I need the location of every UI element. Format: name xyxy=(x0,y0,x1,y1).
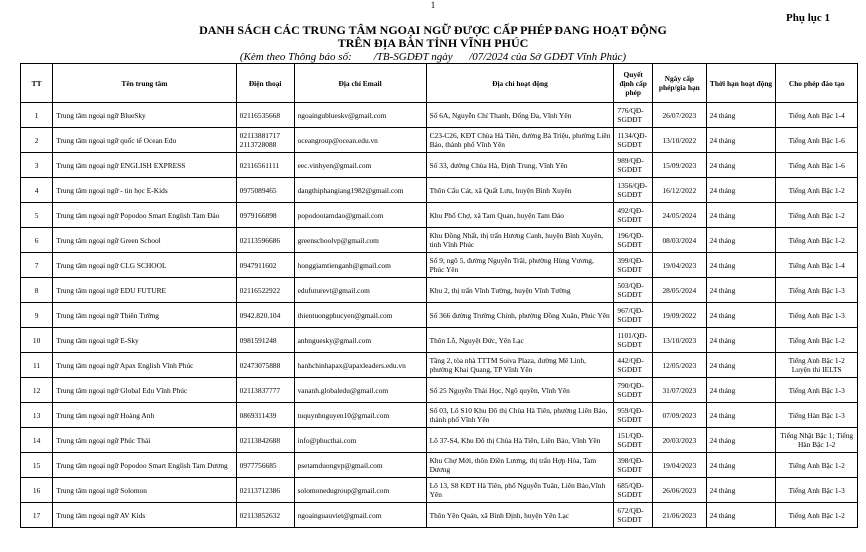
permitted-training: Tiếng Anh Bậc 1-3 xyxy=(776,478,858,503)
email-address: hanhchinhapax@apaxleaders.edu.vn xyxy=(294,353,426,378)
email-address: tuquynhnguyen10@gmail.com xyxy=(294,403,426,428)
row-number: 17 xyxy=(21,503,53,528)
header-term: Thời hạn hoạt động xyxy=(706,64,776,103)
header-name: Tên trung tâm xyxy=(53,64,236,103)
operation-term: 24 tháng xyxy=(706,403,776,428)
row-number: 1 xyxy=(21,103,53,128)
license-date: 07/09/2023 xyxy=(653,403,707,428)
permitted-training: Tiếng Anh Bậc 1-2 xyxy=(776,178,858,203)
row-number: 16 xyxy=(21,478,53,503)
center-name: Trung tâm ngoại ngữ Apax English Vĩnh Phúc xyxy=(53,353,236,378)
license-date: 12/05/2023 xyxy=(653,353,707,378)
operation-term: 24 tháng xyxy=(706,103,776,128)
operation-term: 24 tháng xyxy=(706,278,776,303)
activity-address: Lô 37-S4, Khu Đô thị Chùa Hà Tiên, Liên Bảo, Vĩnh Yên xyxy=(426,428,614,453)
row-number: 13 xyxy=(21,403,53,428)
row-number: 7 xyxy=(21,253,53,278)
email-address: vananh.globaledu@gmail.com xyxy=(294,378,426,403)
email-address: greenschoolvp@gmail.com xyxy=(294,228,426,253)
permitted-training: Tiếng Hàn Bậc 1-3 xyxy=(776,403,858,428)
phone-number: 0947911602 xyxy=(236,253,294,278)
activity-address: Thôn Lỗ, Nguyệt Đức, Yên Lạc xyxy=(426,328,614,353)
activity-address: Thôn Yên Quán, xã Bình Định, huyện Yên Lạc xyxy=(426,503,614,528)
license-date: 19/04/2023 xyxy=(653,253,707,278)
license-decision: 442/QĐ-SGDĐT xyxy=(614,353,653,378)
permitted-training: Tiếng Anh Bậc 1-3 xyxy=(776,278,858,303)
table-row xyxy=(21,403,858,428)
license-decision: 151/QĐ-SGDĐT xyxy=(614,428,653,453)
license-decision: 1101/QĐ-SGDĐT xyxy=(614,328,653,353)
header-language: Cho phép đào tạo xyxy=(776,64,858,103)
license-decision: 1356/QĐ-SGDĐT xyxy=(614,178,653,203)
activity-address: Số 25 Nguyễn Thái Học, Ngô quyền, Vĩnh Yên xyxy=(426,378,614,403)
activity-address: Số 366 đường Trường Chinh, phường Đồng Xuân, Phúc Yên xyxy=(426,303,614,328)
row-number: 10 xyxy=(21,328,53,353)
permitted-training: Tiếng Anh Bậc 1-3 xyxy=(776,303,858,328)
header-date: Ngày cấp phép/gia hạn xyxy=(653,64,707,103)
center-name: Trung tâm ngoại ngữ Thiên Tường xyxy=(53,303,236,328)
subtitle-part2: /TB-SGDĐT ngày xyxy=(373,51,453,63)
operation-term: 24 tháng xyxy=(706,328,776,353)
phone-number: 02113712386 xyxy=(236,478,294,503)
phone-number: 02113596686 xyxy=(236,228,294,253)
header-tt: TT xyxy=(21,64,53,103)
operation-term: 24 tháng xyxy=(706,353,776,378)
email-address: popodootamdao@gmail.com xyxy=(294,203,426,228)
center-name: Trung tâm ngoại ngữ BlueSky xyxy=(53,103,236,128)
license-decision: 790/QĐ-SGDĐT xyxy=(614,378,653,403)
row-number: 4 xyxy=(21,178,53,203)
operation-term: 24 tháng xyxy=(706,303,776,328)
activity-address: Khu Phố Chợ, xã Tam Quan, huyện Tam Đảo xyxy=(426,203,614,228)
email-address: eec.vinhyen@gmail.com xyxy=(294,153,426,178)
permitted-training: Tiếng Nhật Bậc 1; Tiếng Hàn Bậc 1-2 xyxy=(776,428,858,453)
table-row xyxy=(21,128,858,153)
email-address: solomonedugroup@gmail.com xyxy=(294,478,426,503)
table-row xyxy=(21,303,858,328)
permitted-training: Tiếng Anh Bậc 1-2 xyxy=(776,203,858,228)
activity-address: Lô 13, S8 KĐT Hà Tiên, phố Nguyễn Tuân, Liên Bảo,Vĩnh Yên xyxy=(426,478,614,503)
email-address: info@phucthai.com xyxy=(294,428,426,453)
table-row xyxy=(21,478,858,503)
license-date: 26/07/2023 xyxy=(653,103,707,128)
center-name: Trung tâm ngoại ngữ - tin học E-Kids xyxy=(53,178,236,203)
permitted-training: Tiếng Anh Bậc 1-2 xyxy=(776,328,858,353)
operation-term: 24 tháng xyxy=(706,128,776,153)
row-number: 3 xyxy=(21,153,53,178)
license-date: 15/09/2023 xyxy=(653,153,707,178)
license-date: 28/05/2024 xyxy=(653,278,707,303)
activity-address: Số 9, ngõ 5, đường Nguyễn Trãi, phường Hùng Vương, Phúc Yên xyxy=(426,253,614,278)
activity-address: C23-C26, KĐT Chùa Hà Tiên, đường Bà Triệu, phường Liên Bảo, thành phố Vĩnh Yên xyxy=(426,128,614,153)
row-number: 2 xyxy=(21,128,53,153)
phone-number: 02473075888 xyxy=(236,353,294,378)
license-decision: 492/QĐ-SGDĐT xyxy=(614,203,653,228)
phone-number: 0869311439 xyxy=(236,403,294,428)
header-phone: Điện thoại xyxy=(236,64,294,103)
phone-number: 02113881717 2113728088 xyxy=(236,128,294,153)
email-address: ngoaingublueskv@gmail.com xyxy=(294,103,426,128)
license-decision: 959/QĐ-SGDĐT xyxy=(614,403,653,428)
license-decision: 685/QĐ-SGDĐT xyxy=(614,478,653,503)
email-address: honggiamtienganh@gmail.com xyxy=(294,253,426,278)
permitted-training: Tiếng Anh Bậc 1-6 xyxy=(776,128,858,153)
table-row xyxy=(21,503,858,528)
center-name: Trung tâm ngoại ngữ E-Sky xyxy=(53,328,236,353)
permitted-training: Tiếng Anh Bậc 1-2 Luyện thi IELTS xyxy=(776,353,858,378)
table-row xyxy=(21,378,858,403)
activity-address: Khu Đồng Nhất, thị trấn Hương Canh, huyện Bình Xuyên, tỉnh Vĩnh Phúc xyxy=(426,228,614,253)
permitted-training: Tiếng Anh Bậc 1-6 xyxy=(776,153,858,178)
center-name: Trung tâm ngoại ngữ Popodoo Smart English Tam Đảo xyxy=(53,203,236,228)
activity-address: Khu Chợ Mới, thôn Điền Lương, thị trấn Hợp Hòa, Tam Dương xyxy=(426,453,614,478)
email-address: oceangroup@ocean.edu.vn xyxy=(294,128,426,153)
center-name: Trung tâm ngoại ngữ AV Kids xyxy=(53,503,236,528)
center-name: Trung tâm ngoại ngữ Solomon xyxy=(53,478,236,503)
license-decision: 399/QĐ-SGDĐT xyxy=(614,253,653,278)
activity-address: Số 6A, Nguyễn Chí Thanh, Đống Đa, Vĩnh Yên xyxy=(426,103,614,128)
center-name: Trung tâm ngoại ngữ EDU FUTURE xyxy=(53,278,236,303)
subtitle-part1: (Kèm theo Thông báo số: xyxy=(239,51,352,63)
table-row xyxy=(21,328,858,353)
phone-number: 02113852632 xyxy=(236,503,294,528)
table-row xyxy=(21,178,858,203)
operation-term: 24 tháng xyxy=(706,253,776,278)
table-row xyxy=(21,203,858,228)
license-date: 26/06/2023 xyxy=(653,478,707,503)
permitted-training: Tiếng Anh Bậc 1-2 xyxy=(776,453,858,478)
table-row xyxy=(21,278,858,303)
permitted-training: Tiếng Anh Bậc 1-2 xyxy=(776,503,858,528)
phone-number: 0977756685 xyxy=(236,453,294,478)
row-number: 12 xyxy=(21,378,53,403)
operation-term: 24 tháng xyxy=(706,478,776,503)
center-name: Trung tâm ngoại ngữ Popodoo Smart English Tam Dương xyxy=(53,453,236,478)
document-subtitle xyxy=(0,51,866,63)
license-date: 08/03/2024 xyxy=(653,228,707,253)
operation-term: 24 tháng xyxy=(706,428,776,453)
centers-table xyxy=(20,63,858,528)
table-header-row xyxy=(21,64,858,103)
row-number: 15 xyxy=(21,453,53,478)
email-address: thientuongphucyen@gmail.com xyxy=(294,303,426,328)
document-title-line2: TRÊN ĐỊA BÀN TỈNH VĨNH PHÚC xyxy=(337,36,529,50)
activity-address: Số 33, đường Chùa Hà, Định Trung, Vĩnh Yên xyxy=(426,153,614,178)
license-date: 19/04/2023 xyxy=(653,453,707,478)
license-decision: 398/QĐ-SGDĐT xyxy=(614,453,653,478)
operation-term: 24 tháng xyxy=(706,378,776,403)
row-number: 5 xyxy=(21,203,53,228)
license-decision: 503/QĐ-SGDĐT xyxy=(614,278,653,303)
license-decision: 776/QĐ-SGDĐT xyxy=(614,103,653,128)
license-date: 24/05/2024 xyxy=(653,203,707,228)
license-date: 13/10/2022 xyxy=(653,128,707,153)
operation-term: 24 tháng xyxy=(706,453,776,478)
license-decision: 1134/QĐ-SGDĐT xyxy=(614,128,653,153)
phone-number: 02116522922 xyxy=(236,278,294,303)
phone-number: 02113837777 xyxy=(236,378,294,403)
activity-address: Thôn Cẩu Cát, xã Quất Lưu, huyện Bình Xuyên xyxy=(426,178,614,203)
header-address: Địa chỉ hoạt động xyxy=(426,64,614,103)
center-name: Trung tâm ngoại ngữ CLG SCHOOL xyxy=(53,253,236,278)
center-name: Trung tâm ngoại ngữ Global Edu Vĩnh Phúc xyxy=(53,378,236,403)
email-address: ngoainguauviet@gmail.com xyxy=(294,503,426,528)
document-title-line1: DANH SÁCH CÁC TRUNG TÂM NGOẠI NGỮ ĐƯỢC CẤP PHÉP ĐANG HOẠT ĐỘNG xyxy=(199,23,667,37)
activity-address: Khu 2, thị trấn Vĩnh Tường, huyện Vĩnh Tường xyxy=(426,278,614,303)
row-number: 6 xyxy=(21,228,53,253)
phone-number: 0981591248 xyxy=(236,328,294,353)
row-number: 14 xyxy=(21,428,53,453)
permitted-training: Tiếng Anh Bậc 1-4 xyxy=(776,253,858,278)
license-decision: 672/QĐ-SGDĐT xyxy=(614,503,653,528)
phone-number: 0942.820.104 xyxy=(236,303,294,328)
permitted-training: Tiếng Anh Bậc 1-3 xyxy=(776,378,858,403)
license-date: 19/09/2022 xyxy=(653,303,707,328)
activity-address: Số 03, Lô S10 Khu Đô thị Chùa Hà Tiên, phường Liên Bảo, thành phố Vĩnh Yên xyxy=(426,403,614,428)
email-address: dangthiphangiang1982@gmail.com xyxy=(294,178,426,203)
center-name: Trung tâm ngoại ngữ Green School xyxy=(53,228,236,253)
subtitle-part3: /07/2024 của Sở GDĐT Vĩnh Phúc) xyxy=(469,51,627,63)
table-row xyxy=(21,153,858,178)
operation-term: 24 tháng xyxy=(706,503,776,528)
table-row xyxy=(21,428,858,453)
operation-term: 24 tháng xyxy=(706,228,776,253)
license-decision: 967/QĐ-SGDĐT xyxy=(614,303,653,328)
center-name: Trung tâm ngoại ngữ quốc tế Ocean Edu xyxy=(53,128,236,153)
email-address: psetamduongvp@gmail.com xyxy=(294,453,426,478)
row-number: 9 xyxy=(21,303,53,328)
center-name: Trung tâm ngoại ngữ ENGLISH EXPRESS xyxy=(53,153,236,178)
phone-number: 02116561111 xyxy=(236,153,294,178)
table-row xyxy=(21,253,858,278)
license-date: 20/03/2023 xyxy=(653,428,707,453)
phone-number: 0979166898 xyxy=(236,203,294,228)
activity-address: Tầng 2, tòa nhà TTTM Soiva Plaza, đường Mê Linh, phường Khai Quang, TP Vĩnh Yên xyxy=(426,353,614,378)
phone-number: 02116535668 xyxy=(236,103,294,128)
phone-number: 02113842688 xyxy=(236,428,294,453)
permitted-training: Tiếng Anh Bậc 1-2 xyxy=(776,228,858,253)
table-row xyxy=(21,103,858,128)
license-date: 21/06/2023 xyxy=(653,503,707,528)
email-address: edufuturevt@gmail.com xyxy=(294,278,426,303)
header-decision: Quyết định cấp phép xyxy=(614,64,653,103)
table-row xyxy=(21,228,858,253)
license-date: 31/07/2023 xyxy=(653,378,707,403)
operation-term: 24 tháng xyxy=(706,203,776,228)
row-number: 8 xyxy=(21,278,53,303)
email-address: anhnguesky@gmail.com xyxy=(294,328,426,353)
operation-term: 24 tháng xyxy=(706,178,776,203)
license-date: 13/10/2023 xyxy=(653,328,707,353)
row-number: 11 xyxy=(21,353,53,378)
table-row xyxy=(21,353,858,378)
phone-number: 0975089465 xyxy=(236,178,294,203)
center-name: Trung tâm ngoại ngữ Hoàng Anh xyxy=(53,403,236,428)
header-email: Địa chỉ Email xyxy=(294,64,426,103)
license-date: 16/12/2022 xyxy=(653,178,707,203)
table-row xyxy=(21,453,858,478)
page-number: 1 xyxy=(430,0,436,10)
operation-term: 24 tháng xyxy=(706,153,776,178)
permitted-training: Tiếng Anh Bậc 1-4 xyxy=(776,103,858,128)
license-decision: 196/QĐ-SGDĐT xyxy=(614,228,653,253)
appendix-label: Phụ lục 1 xyxy=(786,12,831,24)
center-name: Trung tâm ngoại ngữ Phúc Thái xyxy=(53,428,236,453)
license-decision: 989/QĐ-SGDĐT xyxy=(614,153,653,178)
